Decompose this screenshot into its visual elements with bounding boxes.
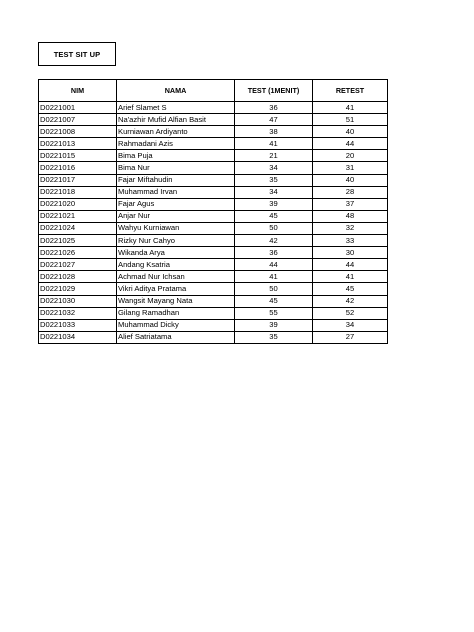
cell-test: 21 (235, 150, 313, 162)
cell-test: 36 (235, 247, 313, 259)
cell-nama: Vikri Aditya Pratama (117, 283, 235, 295)
cell-nama: Gilang Ramadhan (117, 307, 235, 319)
cell-retest: 27 (313, 331, 388, 343)
cell-nama: Kurniawan Ardiyanto (117, 126, 235, 138)
cell-retest: 28 (313, 186, 388, 198)
cell-test: 41 (235, 271, 313, 283)
cell-retest: 31 (313, 162, 388, 174)
cell-nama: Wahyu Kurniawan (117, 222, 235, 234)
cell-nama: Wikanda Arya (117, 247, 235, 259)
cell-nama: Achmad Nur Ichsan (117, 271, 235, 283)
cell-test: 34 (235, 186, 313, 198)
cell-nim: D0221028 (39, 271, 117, 283)
table-row (39, 150, 388, 162)
cell-nim: D0221027 (39, 259, 117, 271)
table-row (39, 331, 388, 343)
table-row (39, 174, 388, 186)
cell-retest: 42 (313, 295, 388, 307)
cell-test: 50 (235, 222, 313, 234)
cell-retest: 44 (313, 138, 388, 150)
cell-nim: D0221024 (39, 222, 117, 234)
cell-test: 35 (235, 174, 313, 186)
table-row (39, 102, 388, 114)
cell-nama: Bima Puja (117, 150, 235, 162)
cell-nim: D0221001 (39, 102, 117, 114)
table-header-row (39, 80, 388, 102)
cell-nim: D0221033 (39, 319, 117, 331)
cell-nim: D0221025 (39, 235, 117, 247)
cell-nama: Rizky Nur Cahyo (117, 235, 235, 247)
cell-test: 35 (235, 331, 313, 343)
cell-test: 34 (235, 162, 313, 174)
cell-nim: D0221026 (39, 247, 117, 259)
table-row (39, 307, 388, 319)
cell-retest: 45 (313, 283, 388, 295)
cell-test: 39 (235, 319, 313, 331)
table-row (39, 235, 388, 247)
cell-retest: 30 (313, 247, 388, 259)
cell-nim: D0221032 (39, 307, 117, 319)
cell-test: 42 (235, 235, 313, 247)
table-row (39, 259, 388, 271)
table-row (39, 283, 388, 295)
table-row (39, 138, 388, 150)
page-title: TEST SIT UP (38, 42, 116, 66)
table-row (39, 114, 388, 126)
cell-nim: D0221034 (39, 331, 117, 343)
cell-nama: Bima Nur (117, 162, 235, 174)
table-row (39, 210, 388, 222)
cell-nim: D0221016 (39, 162, 117, 174)
cell-nim: D0221013 (39, 138, 117, 150)
cell-test: 45 (235, 295, 313, 307)
cell-retest: 41 (313, 102, 388, 114)
cell-nim: D0221018 (39, 186, 117, 198)
cell-nama: Alief Satriatama (117, 331, 235, 343)
cell-retest: 48 (313, 210, 388, 222)
cell-nama: Fajar Agus (117, 198, 235, 210)
cell-nim: D0221007 (39, 114, 117, 126)
cell-nama: Fajar Miftahudin (117, 174, 235, 186)
table-row (39, 198, 388, 210)
cell-nama: Anjar Nur (117, 210, 235, 222)
cell-nim: D0221029 (39, 283, 117, 295)
cell-retest: 33 (313, 235, 388, 247)
table-row (39, 319, 388, 331)
cell-nama: Rahmadani Azis (117, 138, 235, 150)
table-row (39, 186, 388, 198)
cell-retest: 20 (313, 150, 388, 162)
cell-test: 41 (235, 138, 313, 150)
cell-nama: Muhammad Irvan (117, 186, 235, 198)
cell-nim: D0221015 (39, 150, 117, 162)
cell-test: 45 (235, 210, 313, 222)
cell-retest: 34 (313, 319, 388, 331)
table-row (39, 247, 388, 259)
results-table (38, 79, 388, 344)
cell-nim: D0221020 (39, 198, 117, 210)
table-row (39, 162, 388, 174)
cell-nim: D0221021 (39, 210, 117, 222)
cell-test: 38 (235, 126, 313, 138)
table-row (39, 126, 388, 138)
cell-nama: Andang Ksatria (117, 259, 235, 271)
cell-nim: D0221008 (39, 126, 117, 138)
column-header-retest: RETEST (313, 80, 388, 102)
cell-retest: 44 (313, 259, 388, 271)
cell-nim: D0221017 (39, 174, 117, 186)
cell-test: 50 (235, 283, 313, 295)
column-header-nama: NAMA (117, 80, 235, 102)
cell-nama: Wangsit Mayang Nata (117, 295, 235, 307)
cell-retest: 51 (313, 114, 388, 126)
table-body (39, 102, 388, 344)
cell-retest: 52 (313, 307, 388, 319)
cell-nim: D0221030 (39, 295, 117, 307)
cell-test: 36 (235, 102, 313, 114)
cell-retest: 37 (313, 198, 388, 210)
cell-retest: 40 (313, 174, 388, 186)
cell-retest: 32 (313, 222, 388, 234)
table-row (39, 271, 388, 283)
table-row (39, 222, 388, 234)
cell-retest: 40 (313, 126, 388, 138)
column-header-nim: NIM (39, 80, 117, 102)
cell-nama: Muhammad Dicky (117, 319, 235, 331)
cell-retest: 41 (313, 271, 388, 283)
table-row (39, 295, 388, 307)
cell-nama: Arief Slamet S (117, 102, 235, 114)
cell-test: 47 (235, 114, 313, 126)
cell-nama: Na'azhir Mufid Alfian Basit (117, 114, 235, 126)
cell-test: 39 (235, 198, 313, 210)
column-header-test: TEST (1MENIT) (235, 80, 313, 102)
cell-test: 44 (235, 259, 313, 271)
cell-test: 55 (235, 307, 313, 319)
